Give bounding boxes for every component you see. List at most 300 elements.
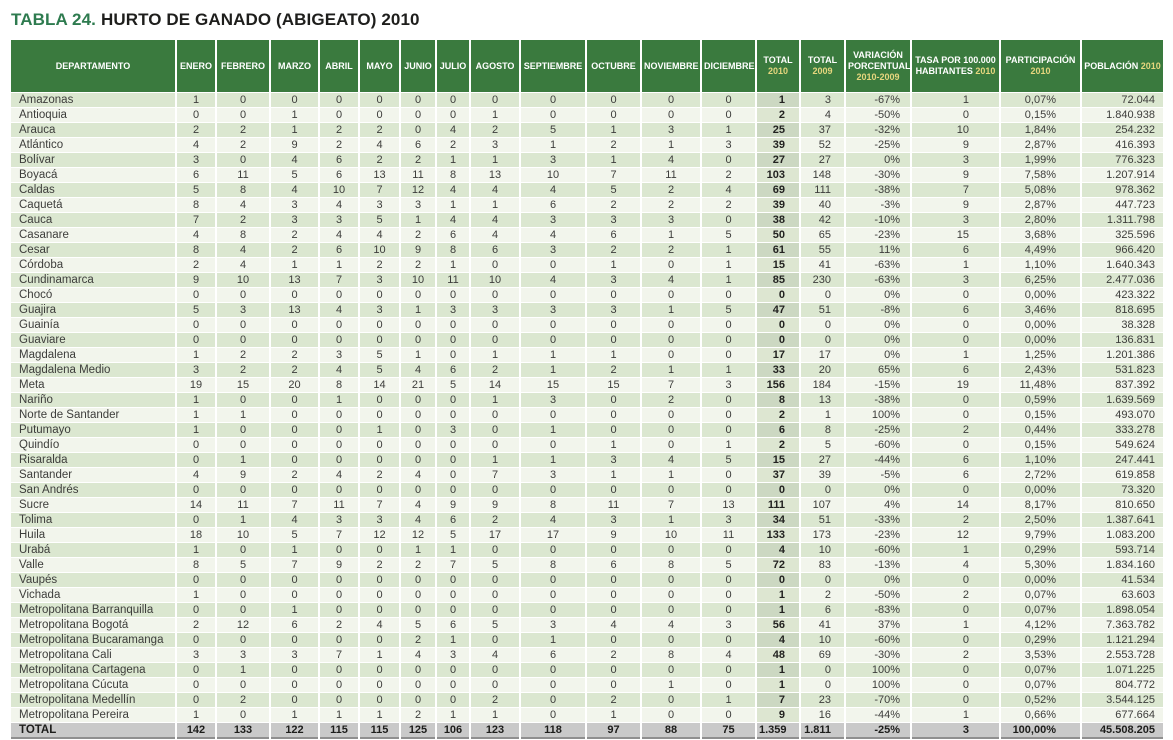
value-cell: 0 [437,108,469,122]
value-cell: 27 [801,153,844,167]
value-cell: 4 [360,138,399,152]
value-cell: 0 [401,678,435,692]
value-cell: 1 [642,138,700,152]
value-cell: 0 [702,423,755,437]
value-cell: 5 [702,303,755,317]
value-cell: 4 [177,468,215,482]
value-cell: 7 [271,498,318,512]
department-cell: Quindío [11,438,175,452]
value-cell: 804.772 [1082,678,1163,692]
value-cell: 1 [757,603,799,617]
value-cell: 1 [801,408,844,422]
value-cell: 184 [801,378,844,392]
value-cell: 0 [217,678,269,692]
value-cell: 0 [702,543,755,557]
value-cell: 1,10% [1001,453,1080,467]
department-cell: Sucre [11,498,175,512]
value-cell: 1 [757,663,799,677]
value-cell: 1.071.225 [1082,663,1163,677]
value-cell: 3 [320,348,358,362]
value-cell: 1 [217,408,269,422]
value-cell: 4 [320,228,358,242]
department-cell: Caquetá [11,198,175,212]
value-cell: 8 [177,243,215,257]
value-cell: 1 [320,393,358,407]
value-cell: 25 [757,123,799,137]
value-cell: 4 [401,513,435,527]
value-cell: 1 [912,708,999,722]
value-cell: 0,00% [1001,288,1080,302]
value-cell: 254.232 [1082,123,1163,137]
value-cell: 0 [360,333,399,347]
value-cell: 45.508.205 [1082,723,1163,739]
value-cell: 38.328 [1082,318,1163,332]
value-cell: 0 [177,573,215,587]
value-cell: 0 [587,318,640,332]
value-cell: 0,07% [1001,678,1080,692]
value-cell: 65 [801,228,844,242]
value-cell: 0 [521,93,585,107]
value-cell: 3 [320,213,358,227]
value-cell: 0 [702,333,755,347]
value-cell: 0 [437,453,469,467]
value-cell: 1,10% [1001,258,1080,272]
value-cell: 0 [360,318,399,332]
value-cell: 1 [912,618,999,632]
value-cell: 0 [702,573,755,587]
value-cell: 0 [271,408,318,422]
value-cell: 1 [177,588,215,602]
value-cell: 677.664 [1082,708,1163,722]
value-cell: 0 [912,633,999,647]
value-cell: 0 [521,288,585,302]
value-cell: 2 [471,513,519,527]
value-cell: 0 [271,453,318,467]
value-cell: 2 [642,393,700,407]
value-cell: 1 [217,513,269,527]
value-cell: 0,29% [1001,633,1080,647]
value-cell: 0 [271,663,318,677]
department-cell: Norte de Santander [11,408,175,422]
value-cell: 1.201.386 [1082,348,1163,362]
value-cell: 133 [217,723,269,739]
value-cell: 0 [320,603,358,617]
value-cell: 2 [702,198,755,212]
value-cell: 1 [587,438,640,452]
column-header-year: 2009 [812,66,833,76]
value-cell: 0 [320,453,358,467]
value-cell: 15 [757,258,799,272]
value-cell: 1 [177,543,215,557]
value-cell: 0 [521,693,585,707]
value-cell: 0 [702,153,755,167]
header-row [11,40,1163,92]
value-cell: 0 [587,678,640,692]
value-cell: 837.392 [1082,378,1163,392]
value-cell: 3 [437,303,469,317]
value-cell: 8 [521,498,585,512]
column-header: TOTAL 2009 [801,40,844,92]
value-cell: 8 [177,558,215,572]
value-cell: 100% [846,678,910,692]
value-cell: 0 [642,258,700,272]
value-cell: 9 [320,558,358,572]
value-cell: 0 [471,633,519,647]
abigeato-table [9,39,1165,740]
value-cell: 0 [401,588,435,602]
value-cell: 810.650 [1082,498,1163,512]
value-cell: 18 [177,528,215,542]
value-cell: 6 [437,363,469,377]
value-cell: 8,17% [1001,498,1080,512]
value-cell: 0 [401,123,435,137]
value-cell: 4 [912,558,999,572]
value-cell: 0 [437,438,469,452]
value-cell: 6 [801,603,844,617]
value-cell: 6 [912,453,999,467]
value-cell: 0,15% [1001,408,1080,422]
value-cell: 0 [642,408,700,422]
value-cell: 1 [521,348,585,362]
value-cell: 593.714 [1082,543,1163,557]
value-cell: 0 [521,318,585,332]
value-cell: 1 [437,633,469,647]
value-cell: 0 [521,333,585,347]
value-cell: 0 [360,438,399,452]
value-cell: 7 [271,558,318,572]
value-cell: 8 [801,423,844,437]
value-cell: 0 [437,318,469,332]
value-cell: 7 [642,498,700,512]
value-cell: 50 [757,228,799,242]
value-cell: 0 [801,678,844,692]
column-header: ENERO [177,40,215,92]
value-cell: 0,07% [1001,588,1080,602]
value-cell: 0 [757,333,799,347]
value-cell: 7 [912,183,999,197]
value-cell: 2 [177,618,215,632]
value-cell: 72 [757,558,799,572]
value-cell: 0 [401,93,435,107]
value-cell: 0 [217,393,269,407]
table-row [11,198,1163,212]
value-cell: 0 [642,318,700,332]
value-cell: 0 [437,393,469,407]
department-cell: Boyacá [11,168,175,182]
value-cell: 2 [437,138,469,152]
value-cell: 0 [401,693,435,707]
value-cell: 4 [320,303,358,317]
value-cell: 0 [320,438,358,452]
department-cell: Valle [11,558,175,572]
value-cell: 1 [702,258,755,272]
value-cell: 2 [217,693,269,707]
value-cell: -60% [846,633,910,647]
value-cell: 0 [401,393,435,407]
value-cell: 4 [401,648,435,662]
table-row [11,603,1163,617]
department-cell: Cauca [11,213,175,227]
value-cell: 0% [846,348,910,362]
department-cell: Casanare [11,228,175,242]
value-cell: 0 [177,633,215,647]
value-cell: 11 [702,528,755,542]
value-cell: 3 [437,648,469,662]
value-cell: 10 [217,528,269,542]
column-header: DICIEMBRE [702,40,755,92]
table-row [11,498,1163,512]
table-row [11,573,1163,587]
value-cell: 1 [702,123,755,137]
value-cell: 4 [437,213,469,227]
value-cell: 6 [437,228,469,242]
value-cell: 1 [912,543,999,557]
value-cell: 61 [757,243,799,257]
value-cell: 0 [521,543,585,557]
value-cell: 0 [587,423,640,437]
value-cell: 3 [437,423,469,437]
value-cell: 14 [912,498,999,512]
value-cell: 42 [801,213,844,227]
value-cell: 1 [437,153,469,167]
value-cell: 0 [177,438,215,452]
value-cell: 3 [587,213,640,227]
value-cell: 3 [587,453,640,467]
value-cell: 0 [702,708,755,722]
value-cell: -83% [846,603,910,617]
value-cell: 1 [757,678,799,692]
value-cell: 0 [217,603,269,617]
value-cell: 0 [437,588,469,602]
value-cell: -10% [846,213,910,227]
value-cell: 3 [801,93,844,107]
table-row [11,393,1163,407]
value-cell: 0 [642,348,700,362]
value-cell: 0 [471,318,519,332]
department-cell: Magdalena Medio [11,363,175,377]
value-cell: 0,00% [1001,333,1080,347]
value-cell: 0 [912,408,999,422]
value-cell: 11 [437,273,469,287]
value-cell: 8 [437,168,469,182]
value-cell: 1.840.938 [1082,108,1163,122]
department-cell: Vaupés [11,573,175,587]
value-cell: 0 [217,483,269,497]
value-cell: 14 [471,378,519,392]
value-cell: 6 [271,618,318,632]
table-row [11,663,1163,677]
value-cell: 15 [217,378,269,392]
value-cell: 0 [642,603,700,617]
value-cell: 0 [587,93,640,107]
value-cell: 51 [801,303,844,317]
value-cell: 3 [271,198,318,212]
value-cell: 1 [401,213,435,227]
value-cell: 3 [271,213,318,227]
value-cell: 0 [521,438,585,452]
value-cell: 0 [912,438,999,452]
value-cell: 2 [271,228,318,242]
value-cell: 2 [217,363,269,377]
value-cell: 0 [217,573,269,587]
value-cell: 3 [471,138,519,152]
value-cell: 2 [360,153,399,167]
value-cell: 122 [271,723,318,739]
value-cell: 0 [587,543,640,557]
value-cell: 4 [757,633,799,647]
value-cell: 3 [587,513,640,527]
value-cell: 1,99% [1001,153,1080,167]
value-cell: 7 [471,468,519,482]
value-cell: 0 [587,633,640,647]
value-cell: 1 [642,468,700,482]
value-cell: 0,15% [1001,108,1080,122]
value-cell: 0 [912,333,999,347]
value-cell: 0 [360,573,399,587]
value-cell: 9 [437,498,469,512]
table-row [11,438,1163,452]
value-cell: 0 [912,663,999,677]
value-cell: 6 [912,303,999,317]
table-row [11,228,1163,242]
value-cell: 2 [702,168,755,182]
value-cell: 83 [801,558,844,572]
value-cell: 133 [757,528,799,542]
value-cell: 12 [360,528,399,542]
value-cell: 0 [177,678,215,692]
table-row [11,528,1163,542]
value-cell: 0 [801,288,844,302]
value-cell: 3.544.125 [1082,693,1163,707]
value-cell: 1 [471,153,519,167]
value-cell: 1 [217,663,269,677]
value-cell: 1 [177,93,215,107]
value-cell: 1.387.641 [1082,513,1163,527]
value-cell: 0 [360,453,399,467]
value-cell: 13 [471,168,519,182]
value-cell: 3 [177,153,215,167]
value-cell: 0 [271,678,318,692]
table-row [11,93,1163,107]
value-cell: 0,59% [1001,393,1080,407]
table-row [11,693,1163,707]
value-cell: -67% [846,93,910,107]
value-cell: 1 [702,273,755,287]
value-cell: 0 [360,108,399,122]
value-cell: 2 [912,423,999,437]
value-cell: 5 [177,183,215,197]
value-cell: 14 [177,498,215,512]
value-cell: 0,07% [1001,663,1080,677]
value-cell: 6 [912,468,999,482]
value-cell: -15% [846,378,910,392]
value-cell: 9 [757,708,799,722]
department-cell: Metropolitana Bucaramanga [11,633,175,647]
value-cell: 0 [587,333,640,347]
value-cell: 0 [401,663,435,677]
value-cell: 1 [521,363,585,377]
value-cell: 0 [177,288,215,302]
department-cell: Atlántico [11,138,175,152]
value-cell: 9 [912,198,999,212]
value-cell: 0 [912,678,999,692]
value-cell: 2 [471,363,519,377]
value-cell: 2 [360,468,399,482]
value-cell: 4 [521,273,585,287]
value-cell: 0 [471,573,519,587]
column-header-year: 2010-2009 [856,71,900,82]
value-cell: 0 [521,258,585,272]
value-cell: 3 [642,213,700,227]
value-cell: 0 [401,108,435,122]
value-cell: 2,87% [1001,138,1080,152]
value-cell: 0 [360,393,399,407]
value-cell: -60% [846,543,910,557]
value-cell: 0 [702,408,755,422]
value-cell: 0 [801,483,844,497]
value-cell: 3 [702,138,755,152]
value-cell: 2 [587,693,640,707]
table-row [11,243,1163,257]
table-row [11,588,1163,602]
value-cell: 27 [801,453,844,467]
value-cell: 333.278 [1082,423,1163,437]
value-cell: 2 [271,243,318,257]
value-cell: 0 [521,108,585,122]
value-cell: 0 [912,483,999,497]
value-cell: -44% [846,453,910,467]
value-cell: -63% [846,273,910,287]
value-cell: 12 [217,618,269,632]
value-cell: 10 [320,183,358,197]
value-cell: 2 [642,183,700,197]
value-cell: 0 [271,93,318,107]
value-cell: 4 [320,363,358,377]
value-cell: 0 [471,423,519,437]
value-cell: 1.121.294 [1082,633,1163,647]
value-cell: 4 [801,108,844,122]
value-cell: 2 [587,198,640,212]
value-cell: 0 [642,693,700,707]
value-cell: 0 [320,288,358,302]
value-cell: 0,07% [1001,93,1080,107]
value-cell: 0 [177,108,215,122]
department-cell: Antioquia [11,108,175,122]
value-cell: 0 [320,678,358,692]
value-cell: 3 [642,123,700,137]
department-cell: Metropolitana Cúcuta [11,678,175,692]
value-cell: 2 [217,213,269,227]
department-cell: Guajira [11,303,175,317]
value-cell: 1 [642,513,700,527]
value-cell: 0 [320,633,358,647]
table-row [11,648,1163,662]
value-cell: 3,46% [1001,303,1080,317]
value-cell: 423.322 [1082,288,1163,302]
value-cell: 1 [587,258,640,272]
value-cell: 12 [912,528,999,542]
value-cell: 1 [177,408,215,422]
value-cell: 1,25% [1001,348,1080,362]
value-cell: 0 [360,543,399,557]
value-cell: 2 [401,558,435,572]
value-cell: 0 [360,408,399,422]
value-cell: 0 [587,483,640,497]
value-cell: 0 [177,453,215,467]
value-cell: 0 [642,288,700,302]
value-cell: 0 [642,93,700,107]
value-cell: 4 [217,198,269,212]
